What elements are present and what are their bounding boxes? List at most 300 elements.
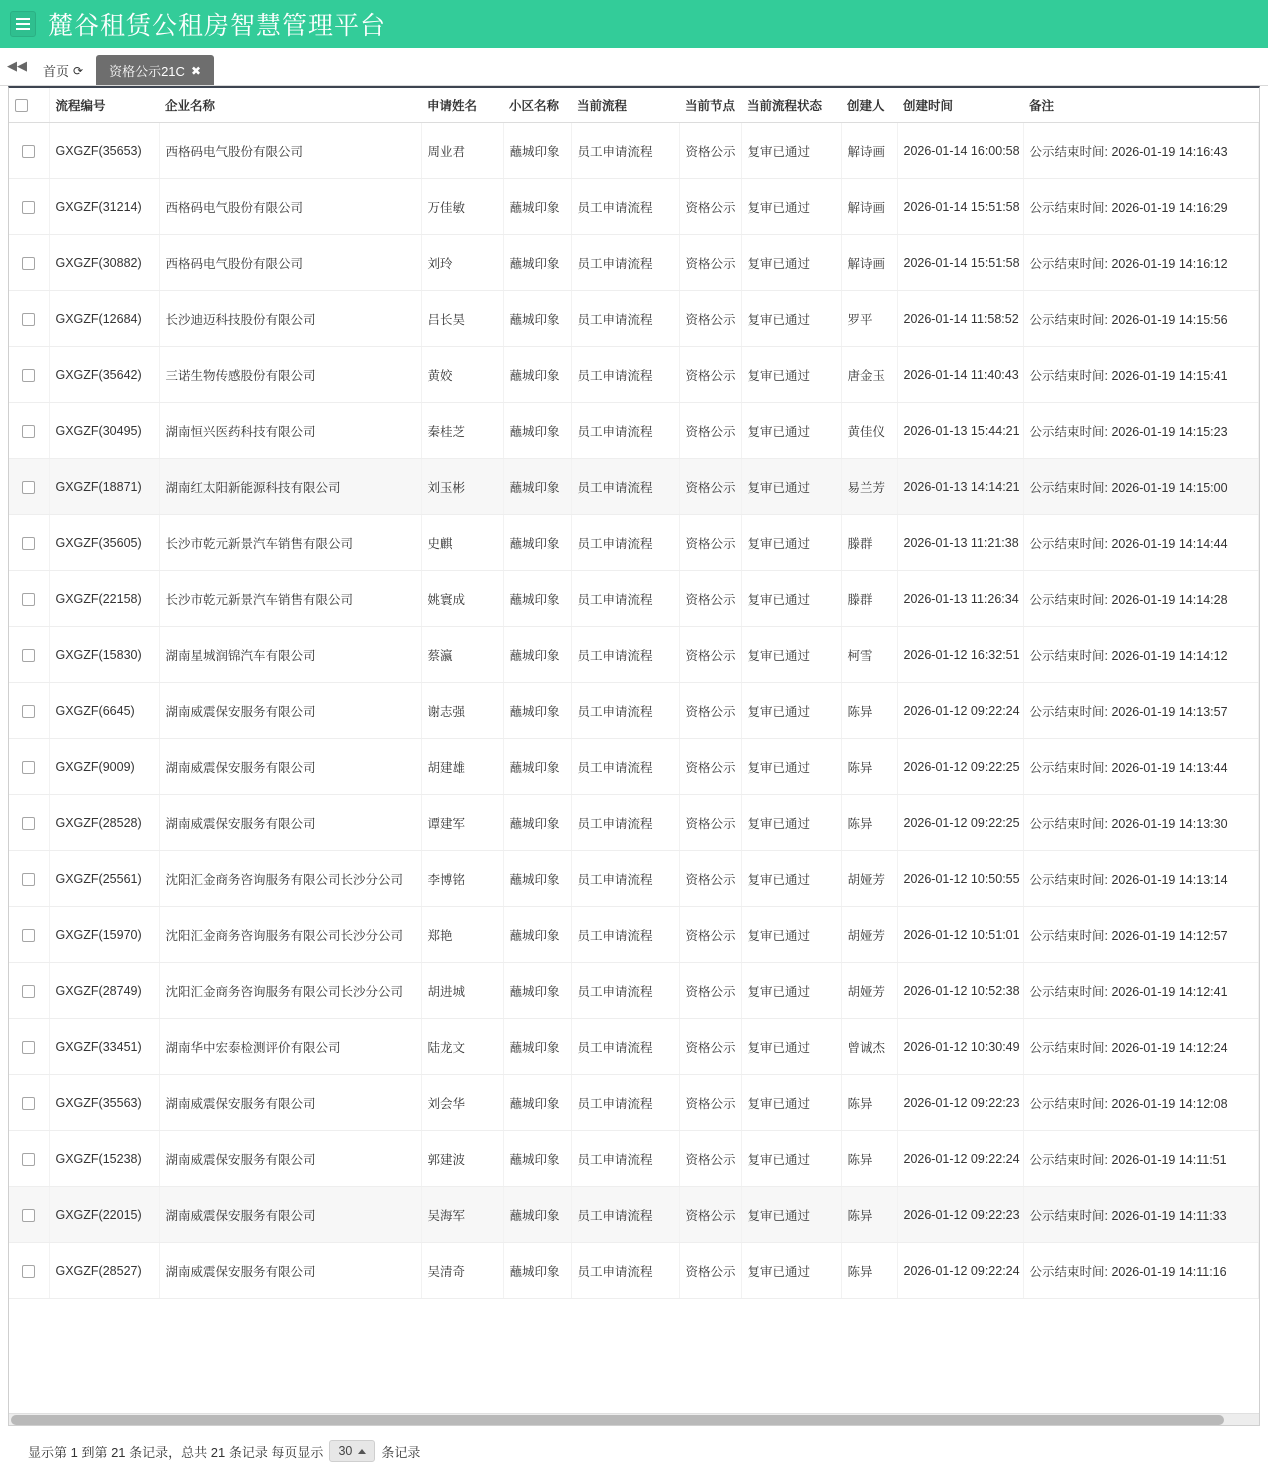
cell-community: 蘸城印象 bbox=[503, 515, 571, 571]
cell-remark: 公示结束时间: 2026-01-19 14:16:29 bbox=[1023, 179, 1259, 235]
row-checkbox[interactable] bbox=[22, 1041, 35, 1054]
cell-remark: 公示结束时间: 2026-01-19 14:14:28 bbox=[1023, 571, 1259, 627]
cell-creator: 黄佳仪 bbox=[841, 403, 897, 459]
cell-remark: 公示结束时间: 2026-01-19 14:13:44 bbox=[1023, 739, 1259, 795]
cell-remark: 公示结束时间: 2026-01-19 14:14:12 bbox=[1023, 627, 1259, 683]
cell-flow-status: 复审已通过 bbox=[741, 1187, 841, 1243]
cell-current-flow: 员工申请流程 bbox=[571, 235, 679, 291]
cell-company: 三诺生物传感股份有限公司 bbox=[159, 347, 421, 403]
cell-current-flow: 员工申请流程 bbox=[571, 403, 679, 459]
cell-current-node: 资格公示 bbox=[679, 907, 741, 963]
row-checkbox[interactable] bbox=[22, 145, 35, 158]
cell-community: 蘸城印象 bbox=[503, 963, 571, 1019]
scrollbar-thumb[interactable] bbox=[11, 1415, 1224, 1425]
cell-creator: 陈异 bbox=[841, 1187, 897, 1243]
cell-current-flow: 员工申请流程 bbox=[571, 739, 679, 795]
column-header-company[interactable]: 企业名称 bbox=[159, 88, 421, 123]
cell-community: 蘸城印象 bbox=[503, 235, 571, 291]
cell-code: GXGZF(35563) bbox=[49, 1075, 159, 1131]
cell-community: 蘸城印象 bbox=[503, 907, 571, 963]
row-checkbox[interactable] bbox=[22, 257, 35, 270]
row-checkbox[interactable] bbox=[22, 649, 35, 662]
cell-code: GXGZF(22015) bbox=[49, 1187, 159, 1243]
cell-created-time: 2026-01-12 09:22:24 bbox=[897, 1243, 1023, 1299]
table-row[interactable] bbox=[9, 1131, 1259, 1187]
cell-applicant: 郑艳 bbox=[421, 907, 503, 963]
row-checkbox[interactable] bbox=[22, 1153, 35, 1166]
cell-code: GXGZF(15238) bbox=[49, 1131, 159, 1187]
cell-flow-status: 复审已通过 bbox=[741, 123, 841, 179]
tab-home-label: 首页 bbox=[43, 64, 70, 79]
table-row[interactable] bbox=[9, 235, 1259, 291]
table-row[interactable] bbox=[9, 1243, 1259, 1299]
cell-current-node: 资格公示 bbox=[679, 683, 741, 739]
cell-applicant: 蔡瀛 bbox=[421, 627, 503, 683]
column-header-creator[interactable]: 创建人 bbox=[841, 88, 897, 123]
tab-scroll-left-icon[interactable]: ◀◀ bbox=[7, 58, 27, 73]
table-row[interactable] bbox=[9, 1075, 1259, 1131]
cell-creator: 陈异 bbox=[841, 739, 897, 795]
cell-code: GXGZF(35605) bbox=[49, 515, 159, 571]
cell-current-node: 资格公示 bbox=[679, 179, 741, 235]
cell-remark: 公示结束时间: 2026-01-19 14:11:16 bbox=[1023, 1243, 1259, 1299]
row-checkbox[interactable] bbox=[22, 873, 35, 886]
cell-created-time: 2026-01-13 11:21:38 bbox=[897, 515, 1023, 571]
cell-remark: 公示结束时间: 2026-01-19 14:11:33 bbox=[1023, 1187, 1259, 1243]
row-checkbox[interactable] bbox=[22, 1097, 35, 1110]
table-row[interactable] bbox=[9, 851, 1259, 907]
row-checkbox[interactable] bbox=[22, 369, 35, 382]
cell-created-time: 2026-01-12 10:50:55 bbox=[897, 851, 1023, 907]
column-header-created-time[interactable]: 创建时间 bbox=[897, 88, 1023, 123]
record-count-suffix: 条记录 bbox=[381, 1444, 421, 1460]
hamburger-icon[interactable] bbox=[10, 11, 36, 37]
row-select-cell bbox=[9, 683, 49, 739]
cell-current-flow: 员工申请流程 bbox=[571, 907, 679, 963]
cell-flow-status: 复审已通过 bbox=[741, 963, 841, 1019]
column-header-code[interactable]: 流程编号 bbox=[49, 88, 159, 123]
tab-active-label: 资格公示21C bbox=[109, 64, 185, 79]
cell-current-node: 资格公示 bbox=[679, 1019, 741, 1075]
cell-created-time: 2026-01-12 09:22:24 bbox=[897, 683, 1023, 739]
cell-applicant: 谭建军 bbox=[421, 795, 503, 851]
row-select-cell bbox=[9, 795, 49, 851]
cell-current-node: 资格公示 bbox=[679, 795, 741, 851]
cell-current-node: 资格公示 bbox=[679, 291, 741, 347]
cell-code: GXGZF(6645) bbox=[49, 683, 159, 739]
table-row[interactable] bbox=[9, 963, 1259, 1019]
cell-applicant: 秦桂芝 bbox=[421, 403, 503, 459]
cell-company: 沈阳汇金商务咨询服务有限公司长沙分公司 bbox=[159, 851, 421, 907]
cell-community: 蘸城印象 bbox=[503, 291, 571, 347]
cell-company: 湖南威震保安服务有限公司 bbox=[159, 1243, 421, 1299]
row-select-cell bbox=[9, 627, 49, 683]
cell-flow-status: 复审已通过 bbox=[741, 291, 841, 347]
cell-remark: 公示结束时间: 2026-01-19 14:12:24 bbox=[1023, 1019, 1259, 1075]
cell-created-time: 2026-01-12 09:22:24 bbox=[897, 1131, 1023, 1187]
cell-code: GXGZF(12684) bbox=[49, 291, 159, 347]
row-checkbox[interactable] bbox=[22, 1265, 35, 1278]
cell-current-flow: 员工申请流程 bbox=[571, 347, 679, 403]
row-checkbox[interactable] bbox=[22, 481, 35, 494]
row-checkbox[interactable] bbox=[22, 425, 35, 438]
cell-applicant: 万佳敏 bbox=[421, 179, 503, 235]
cell-applicant: 吴清奇 bbox=[421, 1243, 503, 1299]
cell-code: GXGZF(28527) bbox=[49, 1243, 159, 1299]
app-header bbox=[0, 0, 1268, 48]
cell-applicant: 姚寰成 bbox=[421, 571, 503, 627]
row-select-cell bbox=[9, 1243, 49, 1299]
close-icon[interactable]: ✖ bbox=[190, 63, 201, 78]
cell-remark: 公示结束时间: 2026-01-19 14:13:30 bbox=[1023, 795, 1259, 851]
cell-current-flow: 员工申请流程 bbox=[571, 291, 679, 347]
cell-flow-status: 复审已通过 bbox=[741, 851, 841, 907]
cell-company: 湖南威震保安服务有限公司 bbox=[159, 795, 421, 851]
cell-code: GXGZF(35642) bbox=[49, 347, 159, 403]
cell-community: 蘸城印象 bbox=[503, 851, 571, 907]
cell-remark: 公示结束时间: 2026-01-19 14:14:44 bbox=[1023, 515, 1259, 571]
cell-community: 蘸城印象 bbox=[503, 123, 571, 179]
table-row[interactable] bbox=[9, 907, 1259, 963]
cell-remark: 公示结束时间: 2026-01-19 14:15:41 bbox=[1023, 347, 1259, 403]
column-header-current-node[interactable]: 当前节点 bbox=[679, 88, 741, 123]
row-select-cell bbox=[9, 235, 49, 291]
cell-current-node: 资格公示 bbox=[679, 739, 741, 795]
tab-home[interactable] bbox=[30, 55, 96, 85]
table-header-row bbox=[9, 88, 1259, 123]
row-select-cell bbox=[9, 1187, 49, 1243]
cell-created-time: 2026-01-13 11:26:34 bbox=[897, 571, 1023, 627]
cell-current-node: 资格公示 bbox=[679, 1131, 741, 1187]
cell-remark: 公示结束时间: 2026-01-19 14:13:14 bbox=[1023, 851, 1259, 907]
table-row[interactable] bbox=[9, 571, 1259, 627]
cell-applicant: 郭建波 bbox=[421, 1131, 503, 1187]
cell-applicant: 周业君 bbox=[421, 123, 503, 179]
cell-applicant: 胡进城 bbox=[421, 963, 503, 1019]
cell-created-time: 2026-01-14 15:51:58 bbox=[897, 235, 1023, 291]
table-row[interactable] bbox=[9, 123, 1259, 179]
table-row[interactable] bbox=[9, 347, 1259, 403]
cell-flow-status: 复审已通过 bbox=[741, 1019, 841, 1075]
cell-current-node: 资格公示 bbox=[679, 1187, 741, 1243]
cell-creator: 胡娅芳 bbox=[841, 851, 897, 907]
column-header-current-flow[interactable]: 当前流程 bbox=[571, 88, 679, 123]
data-grid-panel bbox=[8, 86, 1260, 1426]
row-select-cell bbox=[9, 403, 49, 459]
cell-community: 蘸城印象 bbox=[503, 1187, 571, 1243]
cell-code: GXGZF(15970) bbox=[49, 907, 159, 963]
cell-creator: 陈异 bbox=[841, 683, 897, 739]
cell-flow-status: 复审已通过 bbox=[741, 907, 841, 963]
cell-current-flow: 员工申请流程 bbox=[571, 515, 679, 571]
records-table bbox=[9, 88, 1259, 1299]
row-select-cell bbox=[9, 291, 49, 347]
cell-remark: 公示结束时间: 2026-01-19 14:12:41 bbox=[1023, 963, 1259, 1019]
cell-remark: 公示结束时间: 2026-01-19 14:15:56 bbox=[1023, 291, 1259, 347]
cell-company: 长沙市乾元新景汽车销售有限公司 bbox=[159, 515, 421, 571]
cell-creator: 罗平 bbox=[841, 291, 897, 347]
row-select-cell bbox=[9, 739, 49, 795]
cell-code: GXGZF(15830) bbox=[49, 627, 159, 683]
row-select-cell bbox=[9, 179, 49, 235]
cell-company: 沈阳汇金商务咨询服务有限公司长沙分公司 bbox=[159, 907, 421, 963]
record-count-info: 显示第 1 到第 21 条记录，总共 21 条记录 每页显示 bbox=[28, 1444, 324, 1460]
cell-flow-status: 复审已通过 bbox=[741, 347, 841, 403]
cell-code: GXGZF(30495) bbox=[49, 403, 159, 459]
table-row[interactable] bbox=[9, 683, 1259, 739]
cell-current-flow: 员工申请流程 bbox=[571, 627, 679, 683]
cell-company: 湖南恒兴医药科技有限公司 bbox=[159, 403, 421, 459]
cell-created-time: 2026-01-12 10:51:01 bbox=[897, 907, 1023, 963]
cell-creator: 解诗画 bbox=[841, 179, 897, 235]
cell-current-node: 资格公示 bbox=[679, 235, 741, 291]
cell-company: 长沙迪迈科技股份有限公司 bbox=[159, 291, 421, 347]
cell-remark: 公示结束时间: 2026-01-19 14:12:08 bbox=[1023, 1075, 1259, 1131]
column-header-remark[interactable]: 备注 bbox=[1023, 88, 1259, 123]
cell-community: 蘸城印象 bbox=[503, 739, 571, 795]
cell-flow-status: 复审已通过 bbox=[741, 179, 841, 235]
cell-company: 长沙市乾元新景汽车销售有限公司 bbox=[159, 571, 421, 627]
cell-remark: 公示结束时间: 2026-01-19 14:13:57 bbox=[1023, 683, 1259, 739]
cell-remark: 公示结束时间: 2026-01-19 14:16:12 bbox=[1023, 235, 1259, 291]
cell-community: 蘸城印象 bbox=[503, 795, 571, 851]
cell-community: 蘸城印象 bbox=[503, 1019, 571, 1075]
cell-applicant: 陆龙文 bbox=[421, 1019, 503, 1075]
cell-current-flow: 员工申请流程 bbox=[571, 963, 679, 1019]
cell-applicant: 谢志强 bbox=[421, 683, 503, 739]
cell-creator: 滕群 bbox=[841, 571, 897, 627]
cell-current-node: 资格公示 bbox=[679, 627, 741, 683]
cell-created-time: 2026-01-12 16:32:51 bbox=[897, 627, 1023, 683]
column-header-flow-status[interactable]: 当前流程状态 bbox=[741, 88, 841, 123]
cell-created-time: 2026-01-14 16:00:58 bbox=[897, 123, 1023, 179]
cell-code: GXGZF(25561) bbox=[49, 851, 159, 907]
cell-remark: 公示结束时间: 2026-01-19 14:11:51 bbox=[1023, 1131, 1259, 1187]
refresh-icon[interactable]: ⟳ bbox=[73, 63, 84, 78]
table-row[interactable] bbox=[9, 795, 1259, 851]
cell-remark: 公示结束时间: 2026-01-19 14:16:43 bbox=[1023, 123, 1259, 179]
cell-remark: 公示结束时间: 2026-01-19 14:15:23 bbox=[1023, 403, 1259, 459]
horizontal-scrollbar[interactable] bbox=[9, 1413, 1259, 1425]
select-all-checkbox[interactable] bbox=[15, 99, 28, 112]
table-row[interactable] bbox=[9, 459, 1259, 515]
cell-created-time: 2026-01-12 09:22:23 bbox=[897, 1075, 1023, 1131]
cell-company: 西格码电气股份有限公司 bbox=[159, 123, 421, 179]
row-select-cell bbox=[9, 123, 49, 179]
cell-creator: 陈异 bbox=[841, 1075, 897, 1131]
cell-community: 蘸城印象 bbox=[503, 347, 571, 403]
table-row[interactable] bbox=[9, 627, 1259, 683]
row-select-cell bbox=[9, 1131, 49, 1187]
cell-flow-status: 复审已通过 bbox=[741, 627, 841, 683]
cell-flow-status: 复审已通过 bbox=[741, 403, 841, 459]
cell-company: 西格码电气股份有限公司 bbox=[159, 179, 421, 235]
cell-community: 蘸城印象 bbox=[503, 627, 571, 683]
cell-current-node: 资格公示 bbox=[679, 403, 741, 459]
cell-applicant: 刘玲 bbox=[421, 235, 503, 291]
cell-remark: 公示结束时间: 2026-01-19 14:12:57 bbox=[1023, 907, 1259, 963]
cell-creator: 陈异 bbox=[841, 795, 897, 851]
cell-applicant: 刘玉彬 bbox=[421, 459, 503, 515]
row-checkbox[interactable] bbox=[22, 1209, 35, 1222]
cell-community: 蘸城印象 bbox=[503, 683, 571, 739]
table-row[interactable] bbox=[9, 1019, 1259, 1075]
cell-company: 湖南红太阳新能源科技有限公司 bbox=[159, 459, 421, 515]
cell-applicant: 吴海军 bbox=[421, 1187, 503, 1243]
cell-current-node: 资格公示 bbox=[679, 851, 741, 907]
cell-created-time: 2026-01-12 09:22:25 bbox=[897, 739, 1023, 795]
content-area bbox=[0, 86, 1268, 1460]
cell-created-time: 2026-01-12 09:22:23 bbox=[897, 1187, 1023, 1243]
row-checkbox[interactable] bbox=[22, 593, 35, 606]
cell-community: 蘸城印象 bbox=[503, 1243, 571, 1299]
cell-created-time: 2026-01-13 15:44:21 bbox=[897, 403, 1023, 459]
cell-flow-status: 复审已通过 bbox=[741, 1131, 841, 1187]
cell-created-time: 2026-01-14 11:58:52 bbox=[897, 291, 1023, 347]
select-all-header bbox=[9, 88, 49, 123]
cell-code: GXGZF(33451) bbox=[49, 1019, 159, 1075]
cell-current-flow: 员工申请流程 bbox=[571, 795, 679, 851]
cell-current-flow: 员工申请流程 bbox=[571, 1131, 679, 1187]
cell-flow-status: 复审已通过 bbox=[741, 795, 841, 851]
cell-community: 蘸城印象 bbox=[503, 459, 571, 515]
page-size-selector[interactable] bbox=[329, 1440, 375, 1462]
cell-current-node: 资格公示 bbox=[679, 963, 741, 1019]
cell-current-flow: 员工申请流程 bbox=[571, 459, 679, 515]
cell-code: GXGZF(35653) bbox=[49, 123, 159, 179]
cell-created-time: 2026-01-13 14:14:21 bbox=[897, 459, 1023, 515]
column-header-applicant[interactable]: 申请姓名 bbox=[421, 88, 503, 123]
cell-applicant: 刘会华 bbox=[421, 1075, 503, 1131]
cell-current-node: 资格公示 bbox=[679, 123, 741, 179]
cell-creator: 易兰芳 bbox=[841, 459, 897, 515]
cell-company: 湖南威震保安服务有限公司 bbox=[159, 1131, 421, 1187]
cell-current-flow: 员工申请流程 bbox=[571, 1243, 679, 1299]
row-select-cell bbox=[9, 963, 49, 1019]
row-checkbox[interactable] bbox=[22, 201, 35, 214]
table-row[interactable] bbox=[9, 1187, 1259, 1243]
cell-flow-status: 复审已通过 bbox=[741, 235, 841, 291]
cell-creator: 解诗画 bbox=[841, 123, 897, 179]
table-row[interactable] bbox=[9, 291, 1259, 347]
row-checkbox[interactable] bbox=[22, 313, 35, 326]
tab-qualification-publicity[interactable] bbox=[96, 55, 214, 85]
cell-creator: 解诗画 bbox=[841, 235, 897, 291]
row-select-cell bbox=[9, 347, 49, 403]
cell-created-time: 2026-01-12 10:30:49 bbox=[897, 1019, 1023, 1075]
row-select-cell bbox=[9, 571, 49, 627]
cell-company: 湖南星城润锦汽车有限公司 bbox=[159, 627, 421, 683]
cell-current-node: 资格公示 bbox=[679, 571, 741, 627]
cell-current-flow: 员工申请流程 bbox=[571, 851, 679, 907]
cell-applicant: 史麒 bbox=[421, 515, 503, 571]
tab-bar bbox=[0, 48, 1268, 86]
page-size-value: 30 bbox=[338, 1444, 353, 1458]
row-select-cell bbox=[9, 851, 49, 907]
cell-creator: 滕群 bbox=[841, 515, 897, 571]
cell-community: 蘸城印象 bbox=[503, 403, 571, 459]
cell-code: GXGZF(22158) bbox=[49, 571, 159, 627]
row-select-cell bbox=[9, 907, 49, 963]
cell-remark: 公示结束时间: 2026-01-19 14:15:00 bbox=[1023, 459, 1259, 515]
cell-code: GXGZF(30882) bbox=[49, 235, 159, 291]
cell-community: 蘸城印象 bbox=[503, 179, 571, 235]
cell-company: 湖南威震保安服务有限公司 bbox=[159, 1075, 421, 1131]
cell-current-node: 资格公示 bbox=[679, 459, 741, 515]
cell-current-flow: 员工申请流程 bbox=[571, 1187, 679, 1243]
cell-current-flow: 员工申请流程 bbox=[571, 683, 679, 739]
row-checkbox[interactable] bbox=[22, 537, 35, 550]
cell-code: GXGZF(31214) bbox=[49, 179, 159, 235]
row-select-cell bbox=[9, 459, 49, 515]
cell-community: 蘸城印象 bbox=[503, 1131, 571, 1187]
row-select-cell bbox=[9, 1019, 49, 1075]
cell-code: GXGZF(28749) bbox=[49, 963, 159, 1019]
row-checkbox[interactable] bbox=[22, 985, 35, 998]
row-select-cell bbox=[9, 1075, 49, 1131]
cell-flow-status: 复审已通过 bbox=[741, 739, 841, 795]
cell-creator: 柯雪 bbox=[841, 627, 897, 683]
cell-company: 湖南华中宏泰检测评价有限公司 bbox=[159, 1019, 421, 1075]
cell-creator: 陈异 bbox=[841, 1243, 897, 1299]
cell-current-node: 资格公示 bbox=[679, 1075, 741, 1131]
cell-created-time: 2026-01-12 10:52:38 bbox=[897, 963, 1023, 1019]
cell-created-time: 2026-01-14 15:51:58 bbox=[897, 179, 1023, 235]
row-checkbox[interactable] bbox=[22, 817, 35, 830]
cell-current-node: 资格公示 bbox=[679, 1243, 741, 1299]
table-row[interactable] bbox=[9, 515, 1259, 571]
cell-flow-status: 复审已通过 bbox=[741, 1243, 841, 1299]
cell-current-node: 资格公示 bbox=[679, 515, 741, 571]
cell-flow-status: 复审已通过 bbox=[741, 683, 841, 739]
cell-company: 西格码电气股份有限公司 bbox=[159, 235, 421, 291]
cell-applicant: 胡建雄 bbox=[421, 739, 503, 795]
cell-current-flow: 员工申请流程 bbox=[571, 1075, 679, 1131]
cell-creator: 陈异 bbox=[841, 1131, 897, 1187]
caret-up-icon bbox=[358, 1449, 366, 1454]
cell-applicant: 吕长昊 bbox=[421, 291, 503, 347]
cell-created-time: 2026-01-12 09:22:25 bbox=[897, 795, 1023, 851]
cell-flow-status: 复审已通过 bbox=[741, 515, 841, 571]
cell-company: 湖南威震保安服务有限公司 bbox=[159, 1187, 421, 1243]
cell-community: 蘸城印象 bbox=[503, 1075, 571, 1131]
cell-flow-status: 复审已通过 bbox=[741, 571, 841, 627]
table-body bbox=[9, 123, 1259, 1299]
cell-current-flow: 员工申请流程 bbox=[571, 1019, 679, 1075]
table-row[interactable] bbox=[9, 739, 1259, 795]
cell-code: GXGZF(9009) bbox=[49, 739, 159, 795]
cell-current-flow: 员工申请流程 bbox=[571, 179, 679, 235]
cell-community: 蘸城印象 bbox=[503, 571, 571, 627]
cell-code: GXGZF(18871) bbox=[49, 459, 159, 515]
table-row[interactable] bbox=[9, 403, 1259, 459]
cell-current-flow: 员工申请流程 bbox=[571, 571, 679, 627]
cell-current-flow: 员工申请流程 bbox=[571, 123, 679, 179]
cell-applicant: 李博铭 bbox=[421, 851, 503, 907]
row-checkbox[interactable] bbox=[22, 761, 35, 774]
page-title: 麓谷租赁公租房智慧管理平台 bbox=[48, 12, 387, 40]
cell-creator: 胡娅芳 bbox=[841, 907, 897, 963]
row-checkbox[interactable] bbox=[22, 929, 35, 942]
cell-code: GXGZF(28528) bbox=[49, 795, 159, 851]
column-header-community[interactable]: 小区名称 bbox=[503, 88, 571, 123]
cell-current-node: 资格公示 bbox=[679, 347, 741, 403]
table-row[interactable] bbox=[9, 179, 1259, 235]
cell-creator: 唐金玉 bbox=[841, 347, 897, 403]
row-checkbox[interactable] bbox=[22, 705, 35, 718]
row-select-cell bbox=[9, 515, 49, 571]
table-footer bbox=[8, 1426, 1260, 1476]
